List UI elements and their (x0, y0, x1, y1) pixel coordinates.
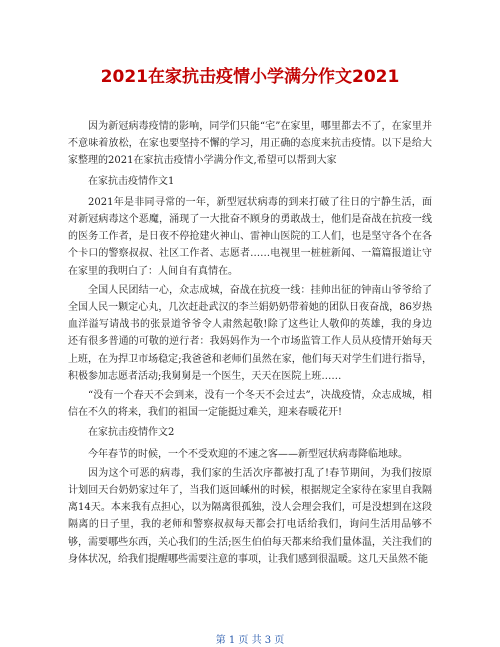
essay1-paragraph-3: “没有一个春天不会到来，没有一个冬天不会过去”，决战疫情，众志成城，相信在不久的将来，我们的祖国一定能挺过难关，迎来春暖花开! (68, 390, 432, 419)
essay2-heading: 在家抗击疫情作文2 (88, 427, 175, 439)
page-number: 第 1 页 共 3 页 (215, 635, 285, 646)
essay1-paragraph-2: 全国人民团结一心，众志成城，奋战在抗疫一线：挂帅出征的钟南山爷爷给了全国人民一颗定心丸，几次赶赴武汉的李兰娟奶奶带着她的团队日夜奋战，86岁热血洋溢写请战书的张景道爷爷令人肃然起敬!除了这些让人敬仰的英雄，我的身边还有很多普通的可敬的逆行者：我妈妈作为一个市场监管工作人员从疫情开始每天上班，在为捍卫市场稳定;我爸爸和老师们虽然在家，他们每天对学生们进行指导，积极参加志愿者活动;我舅舅是一个医生，天天在医院上班…… (68, 284, 432, 382)
document-body (68, 118, 432, 570)
intro-paragraph: 因为新冠病毒疫情的影响，同学们只能“宅”在家里，哪里都去不了，在家里并不意味着放松，在家也要坚持不懈的学习，用正确的态度来抗击疫情。以下是给大家整理的2021在家抗击疫情小学满分作文,希望可以帮到大家 (68, 121, 432, 167)
essay1-paragraph-1: 2021年是非同寻常的一年，新型冠状病毒的到来打破了往日的宁静生活，面对新冠病毒这个恶魔，涌现了一大批奋不顾身的勇敢战士，他们是奋战在抗疫一线的医务工作者，是日夜不停抢建火神山、雷神山医院的工人们，也是坚守各个在各个卡口的警察叔叔、社区工作者、志愿者……电视里一桩桩新闻、一篇篇报道让守在家里的我明白了：人间自有真情在。 (68, 196, 432, 277)
essay2-paragraph-2: 因为这个可恶的病毒，我们家的生活次序都被打乱了!春节期间，为我们按原计划回天台奶奶家过年了，当我们返回嵊州的时候，根据规定全家待在家里自我隔离14天。本来我有点担心，以为隔离很孤独，没人会理会我们，可是没想到在这段隔离的日子里，我的老师和警察叔叔每天都会打电话给我们，询问生活用品够不够，需要哪些东西，关心我们的生活;医生伯伯每天都来给我们量体温，关注我们的身体状况，给我们提醒哪些需要注意的事项，让我们感到很温暖。这几天虽然不能 (68, 467, 432, 565)
document-title: 2021在家抗击疫情小学满分作文2021 (100, 67, 400, 87)
essay2-paragraph-1: 今年春节的时候，一个不受欢迎的不速之客——新型冠状病毒降临地球。 (88, 448, 408, 460)
essay1-heading: 在家抗击疫情作文1 (88, 175, 175, 187)
